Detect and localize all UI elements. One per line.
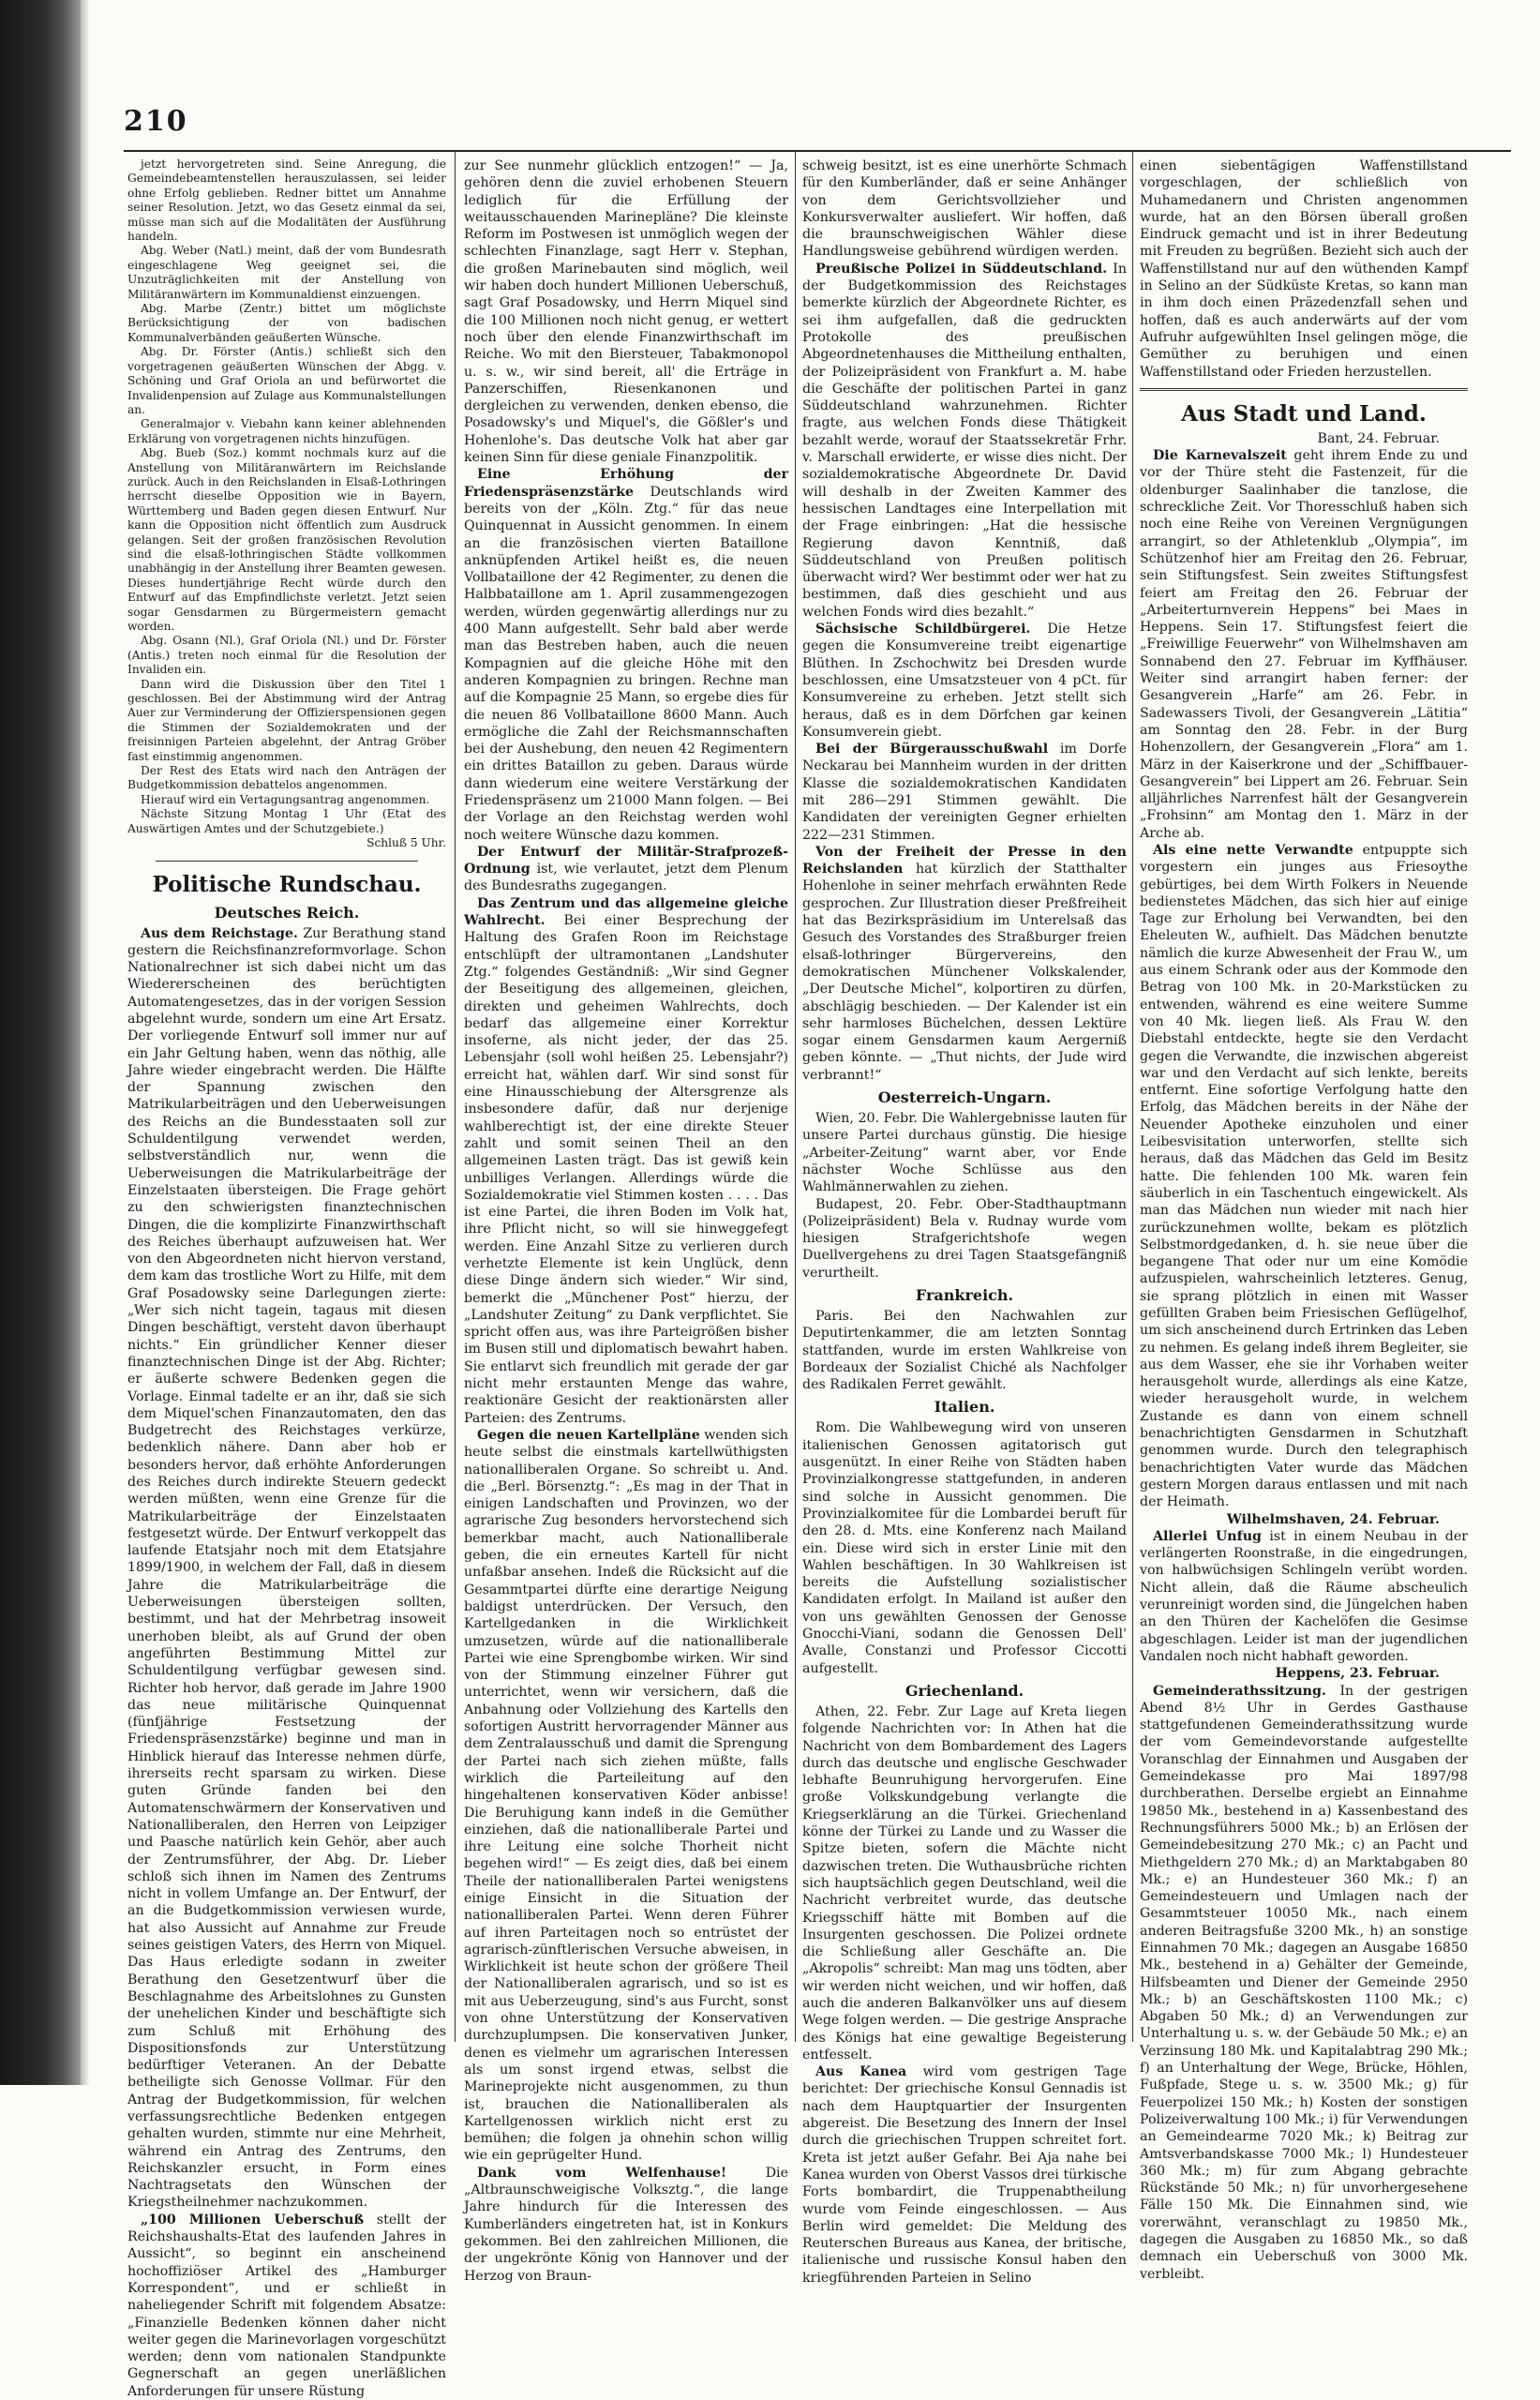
article-headline: Bei der Bürgerausschußwahl xyxy=(815,742,1049,758)
article-body: ist, wie verlautet, jetzt dem Plenum des Bundesraths zugegangen. xyxy=(464,862,788,894)
header-rule xyxy=(124,150,1511,152)
article-headline: Preußische Polizei in Süddeutschland. xyxy=(815,261,1108,277)
column-rule xyxy=(1132,152,1133,2042)
article-headline: Als eine nette Verwandte xyxy=(1153,842,1353,858)
article xyxy=(1140,1528,1468,1665)
article-headline: Gemeinderathssitzung. xyxy=(1153,1683,1326,1699)
section-divider xyxy=(156,861,418,862)
article xyxy=(802,621,1127,741)
news-item: Rom. Die Wahlbewegung wird von unseren italienischen Genossen agitatorisch gut ausgenützt. In einer Reihe von Städten haben Provinzialkongresse stattgefunden, in anderen sind solche in Aussicht genommen. Die Provinzialkomitee für die Lombardei beruft für den 28. d. Mts. eine Konferenz nach Mailand ein. Diese wird sich in erster Linie mit den Wahlen beschäftigen. In 30 Wahlkreisen ist bereits die Aufstellung sozialistischer Kandidaten erfolgt. In Mailand ist außer den von uns gewählten Genossen der Genosse Gnocchi-Viani, sodann die Genossen Dell' Avalle, Constanzi und Professor Ciccotti aufgestellt. xyxy=(802,1420,1127,1676)
country-heading: Oesterreich-Ungarn. xyxy=(877,1088,1052,1107)
reichstag-debate-report xyxy=(127,158,446,851)
article-headline: Dank vom Welfenhause! xyxy=(477,2165,727,2181)
country-heading: Italien. xyxy=(934,1398,995,1417)
article-headline: Das Zentrum und das allgemeine gleiche Wahlrecht. xyxy=(464,895,788,929)
article-body: Die Hetze gegen die Konsumvereine treibt eigenartige Blüthen. In Zschochwitz bei Dresden wurde beschlossen, eine Umsatzsteuer von 4 pCt. für Konsumvereine zu erheben. Jetzt stellt sich heraus, daß es in dem Dörfchen gar keinen Konsumverein giebt. xyxy=(802,622,1127,740)
article-body: wenden sich heute selbst die einstmals kartellwüthigsten nationalliberalen Organe. So schreibt u. And. die „Berl. Börsenztg.“: „Es mag in der That in einigen Landschaften und Provinzen, wo der agrarische Zug besonders hervorstechend sich bemerkbar macht, auch Nationalliberale geben, die ein erneutes Kartell für nicht unfaßbar ansehen. Indeß die Rücksicht auf die Gesammtpartei dürfte eine derartige Neigung baldigst unterdrücken. Der Versuch, den Kartellgedanken in die Wirklichkeit umzusetzen, würde auf die nationalliberale Partei wie eine Sprengbombe wirken. Wir sind von der Stimmung einzelner Führer gut unterrichtet, wenn wir versichern, daß die Anbahnung oder Vollziehung des Kartells den sofortigen Austritt hervorragender Männer aus dem Zentralausschuß und damit die Sprengung der Partei nach sich ziehen müßte, falls wirklich die Parteileitung auf den hingehaltenen konservativen Köder anbisse! Die Beruhigung kann indeß in die Gemüther einziehen, daß die nationalliberale Partei und ihre Leitung eine solche Thorheit nicht begehen wird!“ — Es zeigt dies, daß bei einem Theile der nationalliberalen Partei wenigstens einige Einsicht in die Situation der nationalliberalen Partei. Wenn deren Führer auf ihren Parteitagen noch so entrüstet der agrarisch-zünftlerischen Versuche abweisen, in Wirklichkeit ist heute schon der größere Theil der Nationalliberalen agrarisch, und so ist es mit aus Ueberzeugung, sind's aus Furcht, sonst von ohne Unterstützung der Konservativen durchzuplumpsen. Die konservativen Junker, denen es vielmehr um agrarischen Interessen als um sonst irgend etwas, selbst die Marineprojekte nicht ausgenommen, zu thun ist, brauchen die Nationalliberalen als Kartellgenossen wirklich nicht erst zu bemühen; die folgen ja ohnehin schon willig wie ein geprügelter Hund. xyxy=(464,1427,788,2164)
news-item: Wien, 20. Febr. Die Wahlergebnisse lauten für unsere Partei durchaus günstig. Die hiesige „Arbeiter-Zeitung“ warnt aber, vor Ende nächster Woche Schlüsse aus den Wahlmännerwahlen zu ziehen. xyxy=(802,1111,1127,1195)
article xyxy=(464,844,788,895)
dateline: Bant, 24. Februar. xyxy=(1317,430,1440,446)
article-body: ist in einem Neubau in der verlängerten Roonstraße, in die eingedrungen, von halbwüchsigen Schlingeln verübt worden. Nicht allein, daß die Räume abscheulich verunreinigt worden sind, die Jüngelchen haben an den Thüren der Kachelöfen die Gesimse abgeschlagen. Leider ist man der jugendlichen Vandalen noch nicht habhaft geworden. xyxy=(1140,1528,1469,1664)
country-heading: Griechenland. xyxy=(905,1681,1024,1700)
news-item: Paris. Bei den Nachwahlen zur Deputirtenkammer, die am letzten Sonntag stattfanden, wurde im ersten Wahlkreise von Bordeaux der Sozialist Chiché als Nachfolger des Radikalen Ferret gewählt. xyxy=(802,1309,1127,1393)
article xyxy=(1140,1683,1468,2283)
article-body: Zur Berathung stand gestern die Reichsfinanzreformvorlage. Schon Nationalrechner ist sich dabei nicht um das Wiedererscheinen des berüchtigten Automatengesetzes, das in der vorigen Session abgelehnt wurde, sondern um eine Art Ersatz. Der vorliegende Entwurf soll immer nur auf ein Jahr Geltung haben, wenn das nöthig, alle Jahre wieder eingebracht werden. Die Hälfte der Spannung zwischen den Matrikularbeiträgen und den Ueberweisungen des Reichs an die Bundesstaaten soll zur Schuldentilgung verwendet werden, selbstverständlich nur, wenn die Ueberweisungen die Matrikularbeiträge der Einzelstaaten übersteigen. Die Frage gehört zu den schwierigsten finanztechnischen Dingen, die die komplizirte Finanzwirthschaft des Reiches überhaupt aufzuweisen hat. Wer von den Abgeordneten nicht hiervon verstand, dem kam das trostliche Wort zu Hilfe, mit dem Graf Posadowsky seine Darlegungen zierte: „Wer sich nicht tagein, tagaus mit diesen Dingen beschäftigt, versteht davon überhaupt nichts.“ Ein gründlicher Kenner dieser finanztechnischen Dinge ist der Abg. Richter; er äußerte schwere Bedenken gegen die Vorlage. Einmal tadelte er an ihr, daß sie sich dem Miquel'schen Finanzautomaten, den das Budgetrecht des Reichstages verkürze, bedenklich nähere. Dann aber hob er besonders hervor, daß erhöhte Anforderungen des Reiches durch indirekte Steuern gedeckt werden müßten, wenn eine Grenze für die Matrikularbeiträge der Einzelstaaten festgesetzt würde. Der Entwurf verkoppelt das laufende Etatsjahr noch mit dem Etatsjahre 1899/1900, in welchem der Fall, daß in diesem Jahre die Matrikularbeiträge die Ueberweisungen übersteigen sollten, bestimmt, und hat der Mehrbetrag insoweit unerhoben bleibt, als auf Grund der oben angeführten Bestimmung Mittel zur Schuldentilgung verfügbar gewesen sind. Richter hob hervor, daß gerade im Jahre 1900 das neue militärische Quinquennat (fünfjährige Festsetzung der Friedenspräsenzstärke) beginne und man in Hinblick hierauf das Interesse nehmen dürfe, ihrerseits recht sparsam zu wirken. Diese guten Gründe fanden bei den Automatenschwärmern der Konservativen und Nationalliberalen, den Herren von Leipziger und Paasche natürlich kein Gehör, aber auch der Zentrumsführer, der Abg. Dr. Lieber schloß sich ihnen im Namen des Zentrums nicht in vollem Umfange an. Der Entwurf, der an die Budgetkommission verwiesen wurde, hat also Aussicht auf Annahme zur Freude seines geistigen Vaters, des Herrn von Miquel. Das Haus erledigte sodann in zweiter Berathung den Gesetzentwurf über die Beschlagnahme des Arbeitslohnes zu Gunsten der unehelichen Kinder und beschäftigte sich zum Schluß mit Erhöhung des Dispositionsfonds zur Unterstützung bedürftiger Veteranen. An der Debatte betheiligte sich Genosse Vollmar. Für den Antrag der Budgetkommission, für welchen verfassungsrechtliche Bedenken entgegen gehalten wurden, stimmte nur eine Mehrheit, während ein Antrag des Zentrums, den Reichskanzler ersucht, in Form eines Nachtragsetats den Wünschen der Kriegstheilnehmer nachzukommen. xyxy=(127,925,446,2211)
article-headline: Sächsische Schildbürgerei. xyxy=(815,622,1031,638)
debate-paragraph: Abg. Bueb (Soz.) kommt nochmals kurz auf die Anstellung von Militäranwärtern im Reichslande zurück. Auch in den Reichslanden in Elsaß-Lothringen herrscht dieselbe Opposition wie in Bayern, Württemberg und Baden gegen diesen Entwurf. Nur kann die Opposition nicht öffentlich zum Ausdruck gelangen. Seit der großen französischen Revolution sind die elsaß-lothringischen Städte vollkommen unabhängig in der Anstellung ihrer Beamten gewesen. Dieses hundertjährige Recht würde durch den Entwurf auf das Empfindlichste verletzt. Jetzt seien sogar Gensdarmen zu Bürgermeistern gemacht worden. xyxy=(127,446,446,633)
article-body: geht ihrem Ende zu und vor der Thüre steht die Fastenzeit, für die oldenburger Saalinhaber die tanzlose, die schreckliche Zeit. Vor Thoresschluß haben sich noch eine Reihe von Vereinen Vergnügungen arrangirt, so der Athletenklub „Olympia“, im Schützenhof hier am Freitag den 26. Februar, sein Stiftungsfest. Sein zweites Stiftungsfest feiert am Freitag den 26. Februar der „Arbeiterturnverein Heppens“ bei Maes in Heppens. Sein 17. Stiftungsfest feiert die „Freiwillige Feuerwehr“ von Wilhelmshaven am Sonnabend den 27. Februar im Kyffhäuser. Weiter sind arrangirt haben ferner: der Gesangverein „Harfe“ am 26. Febr. in Sadewassers Tivoli, der Gesangverein „Lätitia“ am Sonntag den 28. Febr. in der Burg Hohenzollern, der Gesangverein „Flora“ am 1. März in der Kaiserkrone und der „Schiffbauer-Gesangverein“ bei Lippert am 26. Februar. Sein alljährliches Narrenfest hält der Gesangverein „Frohsinn“ am Montag den 1. März in der Arche ab. xyxy=(1140,448,1468,841)
debate-paragraph: Hierauf wird ein Vertagungsantrag angenommen. xyxy=(141,792,430,806)
article xyxy=(464,1427,788,2165)
article xyxy=(802,261,1127,621)
article-body: entpuppte sich vorgestern ein junges aus Friesoythe gebürtiges, bei dem Wirth Folkers in Neuende bedienstetes Mädchen, das sich hier auf einige Tage zur Erholung bei Verwandten, bei den Eheleuten W., aufhielt. Das Mädchen benutzte nämlich die kurze Abwesenheit der Frau W., um aus einem Schrank oder aus der Kommode den Betrag von 100 Mk. in 20-Markstücken zu entwenden, während es eine weitere Summe von 40 Mk. liegen ließ. Als Frau W. den Diebstahl entdeckte, hegte sie den Verdacht gegen die Verwandte, die inzwischen abgereist war und den Verdacht auf sich lenkte, bereits entfernt. Eine sofortige Verfolgung hatte den Erfolg, das Mädchen bereits in der Nähe der Neuender Apotheke einzuholen und einer Leibesvisitation unterworfen, stellte sich heraus, daß das Mädchen das Geld im Besitz hatte. Die fehlenden 100 Mk. waren fein säuberlich in ein Taschentuch eingewickelt. Als man das Mädchen nun wieder mit nach hier zurückzunehmen wollte, bekam es plötzlich Selbstmordgedanken, d. h. sie neue über die begangene That oder nur um eine Komödie aufzuspielen, wahrscheinlich letzteres. Genug, sie sprang plötzlich in einen mit Wasser gefüllten Graben beim Friesischen Geflügelhof, um sich anscheinend durch Ertrinken das Leben zu nehmen. Es gelang indeß ihrem Begleiter, sie aus dem Wasser, ehe sie ihr Vorhaben weiter herausgeholt wurde, allerdings als eine Katze, wieder herausgeholt wurde, in welchem Zustande es dann von einem schnell benachrichtigten Gensdarmen in Schutzhaft genommen wurde. Durch den telegraphisch benachrichtigten Vater wurde das Mädchen gestern Morgen daraus entlassen und mit nach der Heimath. xyxy=(1140,842,1468,1510)
article-body: Deutschlands wird bereits von der „Köln. Ztg.“ für das neue Quinquennat in Aussicht genommen. In einem an die französischen vierten Bataillone anknüpfenden Artikel heißt es, die neuen Vollbataillone der 42 Regimenter, zu denen die Halbbataillone am 1. April zusammengezogen werden, würden gegenwärtig allerdings nur zu 400 Mann aufgestellt. Sehr bald aber werde man das Bestreben haben, auch die neuen Kompagnien auf die gleiche Höhe mit den anderen Kompagnien zu bringen. Rechne man auf die Kompagnie 25 Mann, so ergebe dies für die neuen 86 Vollbataillone 8600 Mann. Auch ermögliche die Zahl der Reichsmannschaften bei der Aushebung, den neuen 42 Regimentern ein drittes Bataillon zu geben. Daraus würde dann wiederum eine weitere Verstärkung der Friedenspräsenz um 21000 Mann folgen. — Bei der Vorlage an den Reichstag werden wohl noch weitere Wünsche dazu kommen. xyxy=(464,484,788,843)
article-body: wird vom gestrigen Tage berichtet: Der griechische Konsul Gennadis ist nach dem Hauptquartier der Insurgenten abgereist. Die Besetzung des Innern der Insel durch die griechischen Truppen schreitet fort. Kreta ist jetzt außer Gefahr. Bei Aja nahe bei Kanea wurden von Oberst Vassos drei türkische Forts bombardirt, die Truppenabtheilung wurde vom Feinde eingeschlossen. — Aus Berlin wird gemeldet: Die Meldung des Reuterschen Bureaus aus Kanea, der britische, italienische und russische Konsul haben den kriegführenden Parteien in Selino xyxy=(802,2064,1127,2286)
article-headline: Aus Kanea xyxy=(815,2064,907,2080)
dateline: Wilhelmshaven, 24. Februar. xyxy=(1226,1511,1440,1527)
debate-paragraph: Abg. Weber (Natl.) meint, daß der vom Bundesrath eingeschlagene Weg geeignet sei, die Unzuträglichkeiten mit der Anstellung von Militäranwärtern im Kommunaldienst einzuengen. xyxy=(127,244,446,301)
debate-paragraph: Abg. Dr. Förster (Antis.) schließt sich den vorgetragenen geäußerten Wünschen der Abgg. v. Schöning und Graf Oriola an und befürwortet die Invalidenpension auf Zulage aus Kommunalstellungen an. xyxy=(127,345,446,416)
section-divider xyxy=(1140,388,1468,391)
debate-closing: Schluß 5 Uhr. xyxy=(366,836,446,850)
debate-paragraph: Nächste Sitzung Montag 1 Uhr (Etat des Auswärtigen Amtes und der Schutzgebiete.) xyxy=(127,807,446,835)
article-headline: Eine Erhöhung der Friedenspräsenzstärke xyxy=(464,467,788,500)
article xyxy=(1140,842,1468,1511)
article xyxy=(127,2212,446,2400)
binding-shadow xyxy=(81,0,90,2085)
section-title: Politische Rundschau. xyxy=(152,871,422,897)
newspaper-page xyxy=(90,52,1515,2399)
debate-paragraph: jetzt hervorgetreten sind. Seine Anregung, die Gemeindebeamtenstellen herauszulassen, sei leider ohne Erfolg geblieben. Redner bittet um Annahme seiner Resolution. Jetzt, wo das Gesetz einmal da sei, müsse man sich auf die Modalitäten der Ausführung handeln. xyxy=(127,158,446,244)
article-headline: Der Entwurf der Militär-Strafprozeß-Ordnung xyxy=(464,844,788,878)
column-3 xyxy=(802,158,1128,2286)
article xyxy=(1140,447,1468,842)
subsection-title: Deutsches Reich. xyxy=(214,903,360,922)
article-continuation: zur See nunmehr glücklich entzogen!“ — Ja, gehören denn die zuviel erhobenen Steuern lediglich für die Erfüllung der weitausschauenden Marinepläne? Die kleinste Reform im Postwesen ist unmöglich wegen der schlechten Finanzlage, sagt Herr v. Stephan, die großen Marinebauten sind möglich, weil wir haben doch hundert Millionen Ueberschuß, sagt Graf Posadowsky, und Herrn Miquel sind die 100 Millionen noch nicht genug, er wettert noch über den elende Finanzwirthschaft im Reiche. Wo mit den Biersteuer, Tabakmonopol u. s. w., wir sind bereit, all' die Erträge in Panzerschiffen, Riesenkanonen und dergleichen zu verwenden, denken ebenso, die Posadowsky's und Miquel's, die Gößler's und Hohenlohe's. Das deutsche Volk hat aber gar keinen Sinn für diese geniale Finanzpolitik. xyxy=(464,158,788,466)
book-binding-edge xyxy=(0,0,81,2085)
article-continuation: schweig besitzt, ist es eine unerhörte Schmach für den Kumberländer, daß er seine Anhänger von dem Gerichtsvollzieher und Konkursverwalter ausliefert. Wir hoffen, daß die braunschweigischen Wähler diese Handlungsweise gebührend würdigen werden. xyxy=(802,158,1127,260)
article-headline: Allerlei Unfug xyxy=(1153,1528,1262,1544)
article-continuation: einen siebentägigen Waffenstillstand vorgeschlagen, der schließlich von Muhamedanern und Christen angenommen wurde, hat an den Börsen überall großen Eindruck gemacht und ist in ihrer Bedeutung mit Freuden zu begrüßen. Bezieht sich auch der Waffenstillstand nur auf den wüthenden Kampf in Selino an der Südküste Kretas, so kann man in ihm doch einen Präzedenzfall sehen und hoffen, daß es auch anderwärts auf der vom Aufruhr aufgewühlten Insel gelingen möge, die Gemüther zu beruhigen und einen Waffenstillstand oder Frieden herzustellen. xyxy=(1140,158,1468,380)
column-4 xyxy=(1140,158,1469,2282)
news-item: Budapest, 20. Febr. Ober-Stadthauptmann (Polizeipräsident) Bela v. Rudnay wurde vom hiesigen Strafgerichtshofe wegen Duellvergehens zu drei Tagen Staatsgefängniß verurtheilt. xyxy=(802,1196,1127,1281)
dateline: Heppens, 23. Februar. xyxy=(1275,1666,1440,1682)
article xyxy=(127,925,446,2212)
article-body: hat kürzlich der Statthalter Hohenlohe in seiner mehrfach erwähnten Rede gesprochen. Zur Illustration dieser Preßfreiheit hat das Bezirkspräsidium im Unterelsaß das Gesuch des Vorstandes des Straßburger freien elsaß-lothringer Bürgervereins, den demokratischen Münchener Volkskalender, „Der Deutsche Michel“, kolportiren zu dürfen, abschlägig beschieden. — Der Kalender ist ein sehr harmloses Büchelchen, dessen Lektüre sogar einem Gensdarmen kaum Aergerniß geben könnte. — „Thut nichts, der Jude wird verbrannt!“ xyxy=(802,862,1127,1083)
article-body: im Dorfe Neckarau bei Mannheim wurden in der dritten Klasse die sozialdemokratischen Kandidaten mit 286—291 Stimmen gewählt. Die Kandidaten der vereinigten Gegner erhielten 222—231 Stimmen. xyxy=(802,742,1127,843)
article xyxy=(802,844,1127,1084)
article-body: In der gestrigen Abend 8½ Uhr in Gerdes Gasthause stattgefundenen Gemeinderathssitzung wurde der vom Gemeindevorstande aufgestellte Voranschlag der Einnahmen und Ausgaben der Gemeindekasse pro Mai 1897/98 durchberathen. Derselbe ergiebt an Einnahme 19850 Mk., bestehend in a) Kassenbestand des Rechnungsführers 5000 Mk.; b) an Erlösen der Gemeindebesitzung 270 Mk.; c) an Pacht und Miethgeldern 270 Mk.; d) an Marktabgaben 80 Mk.; e) an Hundesteuer 360 Mk.; f) an Gemeindesteuern und Umlagen nach der Gesammtsteuer 10050 Mk., nach einem anderen Beitragsfuße 3200 Mk., h) an sonstige Einnahmen 70 Mk.; dagegen an Ausgabe 16850 Mk., bestehend in a) Gehälter der Gemeinde, Hilfsbeamten und Diener der Gemeinde 2950 Mk.; b) an Geschäftskosten 1100 Mk.; c) Abgaben 50 Mk.; d) an Verwendungen zur Unterhaltung u. s. w. der Gebäude 50 Mk.; e) an Verzinsung 180 Mk. und Kapitalabtrag 290 Mk.; f) an Unterhaltung der Wege, Brücke, Höhlen, Fußpfade, Stege u. s. w. 3500 Mk.; g) für Feuerpolizei 150 Mk.; h) Kosten der sonstigen Polizeiverwaltung 100 Mk.; i) für Verwendungen an Gemeindearme 7020 Mk.; k) Beitrag zur Amtsverbandskasse 7000 Mk.; l) Hundesteuer 360 Mk.; m) für zum Abgang gebrachte Rückstände 50 Mk.; n) für unvorhergesehene Fälle 150 Mk. Die Einnahmen sind, wie vorerwähnt, veranschlagt zu 19850 Mk., dagegen die Ausgaben zu 16850 Mk., so daß demnach ein Ueberschuß von 3000 Mk. verbleibt. xyxy=(1140,1683,1468,2282)
article-headline: „100 Millionen Ueberschuß xyxy=(141,2212,365,2228)
debate-paragraph: Der Rest des Etats wird nach den Anträgen der Budgetkommission debattelos angenommen. xyxy=(127,764,446,792)
article-body: Die „Altbraunschweigische Volksztg.“, die lange Jahre hindurch für die Interessen des Kumberländers eingetreten hat, ist in Konkurs gekommen. Bei den zahlreichen Millionen, die der ungekrönte König von Hannover und der Herzog von Braun- xyxy=(464,2165,788,2284)
debate-paragraph: Abg. Osann (Nl.), Graf Oriola (Nl.) und Dr. Förster (Antis.) treten noch einmal für die Resolution der Invaliden ein. xyxy=(127,634,446,677)
article xyxy=(802,2063,1127,2287)
article xyxy=(464,466,788,844)
column-rule xyxy=(795,152,796,2042)
article xyxy=(464,895,788,1427)
news-item: Athen, 22. Febr. Zur Lage auf Kreta liegen folgende Nachrichten vor: In Athen hat die Nachricht von dem Bombardement des Lagers durch das deutsche und englische Geschwader lebhafte Beunruhigung hervorgerufen. Eine große Volkskundgebung verlangte die Kriegserklärung an die Türkei. Griechenland könne der Türkei zu Lande und zu Wasser die Spitze bieten, sofern die Mächte nicht dazwischen treten. Die Wuthausbrüche richten sich hauptsächlich gegen Deutschland, weil die Nachricht verbreitet wurde, das deutsche Kriegsschiff hätte mit Bomben auf die Insurgenten geschossen. Die Polizei ordnete die Schließung aller Geschäfte an. Die „Akropolis“ schreibt: Man mag uns tödten, aber wir werden nicht weichen, und wir hoffen, daß auch die anderen Balkanvölker uns auf diesem Wege folgen werden. — Die gestrige Ansprache des Königs hat eine gewaltige Begeisterung entfesselt. xyxy=(802,1703,1127,2062)
article-headline: Gegen die neuen Kartellpläne xyxy=(477,1427,700,1443)
article-headline: Die Karnevalszeit xyxy=(1153,448,1287,464)
debate-paragraph: Abg. Marbe (Zentr.) bittet um möglichste Berücksichtigung der von badischen Kommunalverbänden geäußerten Wünsche. xyxy=(127,302,446,344)
article xyxy=(802,741,1127,844)
column-2 xyxy=(464,158,789,2284)
column-rule xyxy=(455,152,456,2042)
article-headline: Von der Freiheit der Presse in den Reichslanden xyxy=(802,844,1127,878)
column-1 xyxy=(127,158,446,2399)
article-body: Bei einer Besprechung der Haltung des Grafen Roon im Reichstage entschlüpft der ultramontanen „Landshuter Ztg.“ folgendes Geständniß: „Wir sind Gegner der Beseitigung des allgemeinen, gleichen, direkten und geheimen Wahlrechts, doch bedarf das allgemeine einer Korrektur insoferne, als nicht jeder, der das 25. Lebensjahr (soll wohl heißen 25. Lebensjahr?) erreicht hat, wählen darf. Wir sind sonst für eine Hinausschiebung der Altersgrenze als insbesondere dafür, daß nur derjenige wahlberechtigt ist, der eine direkte Steuer zahlt und somit seinen Theil an den allgemeinen Lasten trägt. Das ist gewiß kein unbilliges Verlangen. Allerdings würde die Sozialdemokratie viel Stimmen kosten . . . . Das ist eine Partei, die ihren Boden im Volk hat, ihre Pflicht nicht, so will sie hinweggefegt werden. Eine Anzahl Sitze zu verlieren durch verhetzte Elemente ist kein Unglück, denn diese Dinge ändern sich wieder.“ Wir sind, bemerkt die „Münchener Post“ hierzu, der „Landshuter Zeitung“ zu Dank verpflichtet. Sie spricht offen aus, was ihre Parteigrößen bisher im Busen still und diplomatisch bewahrt haben. Sie entlarvt sich freundlich mit gerade der gar nicht mehr erstaunten Menge das wahre, reaktionäre Gesicht der reaktionärsten aller Parteien: des Zentrums. xyxy=(464,913,789,1426)
country-heading: Frankreich. xyxy=(915,1286,1014,1304)
article-headline: Aus dem Reichstage. xyxy=(141,925,298,941)
article-body: stellt der Reichshaushalts-Etat des laufenden Jahres in Aussicht“, so beginnt ein anscheinend hochoffiziöser Artikel des „Hamburger Korrespondent“, und er schließt in naheliegender Schrift mit folgendem Absatze: „Finanzielle Bedenken können daher nicht weiter gegen die Marinevorlagen vorgeschützt werden; denn vom nationalen Standpunkte Gegnerschaft an gegen unerläßlichen Anforderungen für unsere Rüstung xyxy=(127,2212,446,2399)
section-title: Aus Stadt und Land. xyxy=(1181,400,1427,427)
debate-paragraph: Generalmajor v. Viebahn kann keiner ablehnenden Erklärung von vorgetragenen nichts hinzufügen. xyxy=(127,417,446,445)
debate-paragraph: Dann wird die Diskussion über den Titel 1 geschlossen. Bei der Abstimmung wird der Antrag Auer zur Verminderung der Offizierspensionen gegen die Stimmen der Sozialdemokraten und der freisinnigen Parteien abgelehnt, der Antrag Gröber fast einstimmig angenommen. xyxy=(127,677,446,763)
page-number: 210 xyxy=(124,105,188,138)
article xyxy=(464,2165,788,2285)
article-body: In der Budgetkommission des Reichstages bemerkte kürzlich der Abgeordnete Richter, es sei ihm aufgefallen, daß die gedruckten Protokolle des preußischen Abgeordnetenhauses die Mittheilung enthalten, der Polizeipräsident von Frankfurt a. M. habe die Geschäfte der politischen Partei in ganz Süddeutschland wahrzunehmen. Richter fragte, aus welchen Fonds diese Thätigkeit bezahlt werde, worauf der Staatssekretär Frhr. v. Marschall erwiderte, er wisse dies nicht. Der sozialdemokratische Abgeordnete Dr. David will deshalb in der Zweiten Kammer des hessischen Landtages eine Interpellation mit der Frage einbringen: „Hat die hessische Regierung davon Kenntniß, daß Süddeutschland von Preußen politisch überwacht wird? Wer bestimmt oder wer hat zu bestimmen, daß dies geschieht und aus welchen Fonds wird dies bezahlt.“ xyxy=(802,261,1128,620)
